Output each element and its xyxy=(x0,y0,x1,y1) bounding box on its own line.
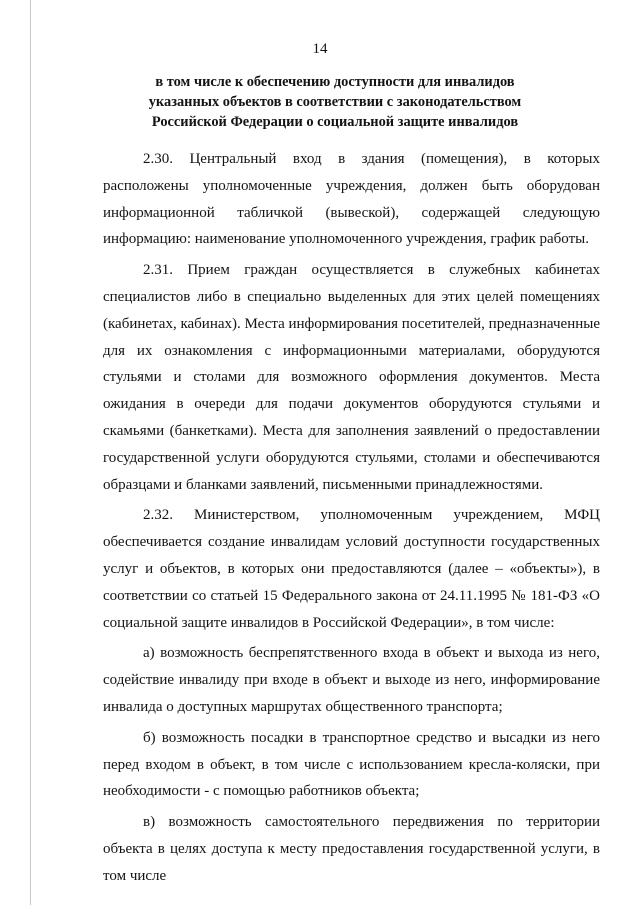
page-number: 14 xyxy=(312,41,328,57)
heading-line: указанных объектов в соответствии с законодательством xyxy=(148,94,522,110)
paragraph-2-30: 2.30. Центральный вход в здания (помещения), в которых расположены уполномоченные учреждения, должен быть оборудован информационной табличкой (вывеской), содержащей следующую информацию: наименование уполномоченного учреждения, график работы. xyxy=(103,151,600,248)
document-body xyxy=(103,146,600,894)
list-item-a: а) возможность беспрепятственного входа в объект и выхода из него, содействие инвалиду при входе в объект и выходе из него, информирование инвалида о доступных маршрутах общественного транспорта; xyxy=(103,645,600,715)
paragraph-2-31: 2.31. Прием граждан осуществляется в служебных кабинетах специалистов либо в специально выделенных для этих целей помещениях (кабинетах, кабинах). Места информирования посетителей, предназначенные для их ознакомления с информационными материалами, оборудуются стульями и столами для возможного оформления документов. Места ожидания в очереди для подачи документов оборудуются стульями и скамьями (банкетками). Места для заполнения заявлений о предоставлении государственной услуги оборудуются стульями, столами и обеспечиваются образцами и бланками заявлений, письменными принадлежностями. xyxy=(103,262,600,493)
section-heading xyxy=(140,72,530,132)
list-item-b: б) возможность посадки в транспортное средство и высадки из него перед входом в объект, в том числе с использованием кресла-коляски, при необходимости - с помощью работников объекта; xyxy=(103,729,600,800)
heading-line: в том числе к обеспечению доступности для инвалидов xyxy=(155,74,515,90)
list-item-v: в) возможность самостоятельного передвижения по территории объекта в целях доступа к месту предоставления государственной услуги, в том числе xyxy=(103,814,600,884)
heading-line: Российской Федерации о социальной защите инвалидов xyxy=(151,114,519,130)
paragraph-2-32: 2.32. Министерством, уполномоченным учреждением, МФЦ обеспечивается создание инвалидам условий доступности государственных услуг и объектов, в которых они предоставляются (далее – «объекты»), в соответствии со статьей 15 Федерального закона от 24.11.1995 № 181-ФЗ «О социальной защите инвалидов в Российской Федерации», в том числе: xyxy=(103,507,600,631)
page-left-edge xyxy=(30,0,31,905)
